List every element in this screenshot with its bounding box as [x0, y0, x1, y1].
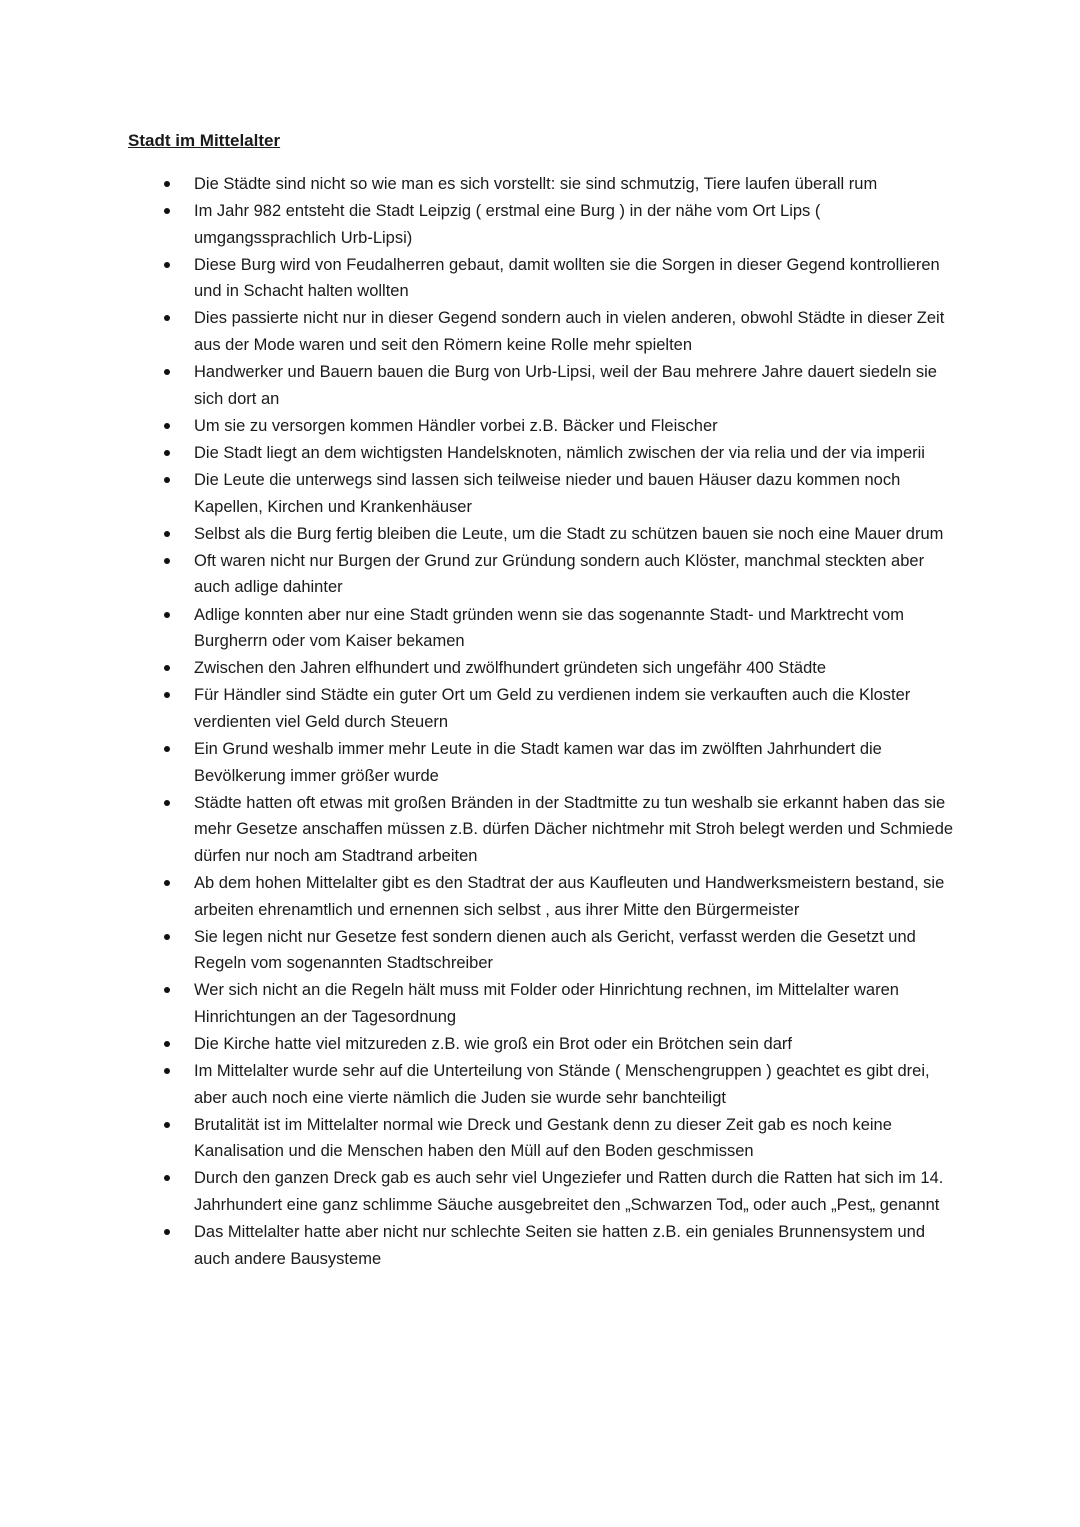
bullet-icon [164, 531, 170, 537]
list-item [160, 1058, 960, 1111]
list-item-text: Selbst als die Burg fertig bleiben die Leute, um die Stadt zu schützen bauen sie noch eine Mauer drum [194, 524, 944, 543]
bullet-icon [164, 477, 170, 483]
list-item [160, 359, 960, 412]
bullet-icon [164, 1122, 170, 1128]
bullet-icon [164, 423, 170, 429]
list-item-text: Adlige konnten aber nur eine Stadt gründen wenn sie das sogenannte Stadt- und Marktrecht vom Burgherrn oder vom Kaiser bekamen [194, 605, 904, 651]
bullet-icon [164, 1229, 170, 1235]
list-item [160, 736, 960, 789]
bullet-icon [164, 558, 170, 564]
list-item [160, 655, 960, 682]
bullet-icon [164, 1041, 170, 1047]
list-item-text: Diese Burg wird von Feudalherren gebaut, damit wollten sie die Sorgen in dieser Gegend kontrollieren und in Schacht halten wollten [194, 255, 940, 301]
list-item-text: Wer sich nicht an die Regeln hält muss mit Folder oder Hinrichtung rechnen, im Mittelalter waren Hinrichtungen an der Tagesordnung [194, 981, 899, 1026]
bullet-icon [164, 800, 170, 806]
list-item [160, 602, 960, 655]
list-item [160, 440, 960, 467]
list-item-text: Dies passierte nicht nur in dieser Gegend sondern auch in vielen anderen, obwohl Städte in dieser Zeit aus der Mode waren und seit den Römern keine Rolle mehr spielten [194, 309, 945, 355]
list-item-text: Für Händler sind Städte ein guter Ort um Geld zu verdienen indem sie verkauften auch die Kloster verdienten viel Geld durch Steuern [194, 686, 911, 731]
list-item-text: Die Kirche hatte viel mitzureden z.B. wie groß ein Brot oder ein Brötchen sein darf [194, 1035, 792, 1053]
bullet-icon [164, 880, 170, 886]
list-item-text: Das Mittelalter hatte aber nicht nur schlechte Seiten sie hatten z.B. ein geniales Brunnensystem und auch andere Bausysteme [194, 1223, 925, 1268]
list-item [160, 1112, 960, 1165]
list-item-text: Zwischen den Jahren elfhundert und zwölfhundert gründeten sich ungefähr 400 Städte [194, 659, 827, 678]
bullet-icon [164, 181, 170, 187]
list-item-text: Durch den ganzen Dreck gab es auch sehr viel Ungeziefer und Ratten durch die Ratten hat sich im 14. Jahrhundert eine ganz schlimme Säuche ausgebreitet den „Schwarzen Tod„ oder auch „Pest„ genannt [194, 1169, 944, 1215]
list-item [160, 467, 960, 520]
list-item [160, 521, 960, 548]
list-item-text: Die Stadt liegt an dem wichtigsten Handelsknoten, nämlich zwischen der via relia und der via imperii [194, 443, 925, 462]
list-item-text: Brutalität ist im Mittelalter normal wie Dreck und Gestank denn zu dieser Zeit gab es noch keine Kanalisation und die Menschen haben den Müll auf den Boden geschmissen [194, 1115, 892, 1161]
bullet-icon [164, 369, 170, 375]
bullet-icon [164, 665, 170, 671]
list-item-text: Ein Grund weshalb immer mehr Leute in die Stadt kamen war das im zwölften Jahrhundert die Bevölkerung immer größer wurde [194, 739, 882, 785]
list-item-text: Die Leute die unterwegs sind lassen sich teilweise nieder und bauen Häuser dazu kommen noch Kapellen, Kirchen und Krankenhäuser [194, 471, 901, 516]
bullet-icon [164, 1175, 170, 1181]
list-item-text: Sie legen nicht nur Gesetze fest sondern dienen auch als Gericht, verfasst werden die Gesetzt und Regeln vom sogenannten Stadtschreiber [194, 927, 916, 973]
list-item-text: Im Jahr 982 entsteht die Stadt Leipzig ( erstmal eine Burg ) in der nähe vom Ort Lips ( umgangssprachlich Urb-Lipsi) [194, 202, 821, 247]
bullet-icon [164, 746, 170, 752]
list-item-text: Städte hatten oft etwas mit großen Bränden in der Stadtmitte zu tun weshalb sie erkannt haben das sie mehr Gesetze anschaffen müssen z.B. dürfen Dächer nichtmehr mit Stroh belegt werden und Schmiede dürfen nur noch am Stadtrand arbeiten [194, 793, 954, 865]
list-item-text: Die Städte sind nicht so wie man es sich vorstellt: sie sind schmutzig, Tiere laufen überall rum [194, 175, 878, 193]
list-item [160, 1219, 960, 1272]
list-item [160, 870, 960, 923]
bullet-icon [164, 987, 170, 993]
bullet-icon [164, 208, 170, 214]
list-item [160, 413, 960, 440]
bullet-icon [164, 315, 170, 321]
list-item [160, 924, 960, 977]
document-title: Stadt im Mittelalter [128, 131, 281, 150]
list-item-text: Oft waren nicht nur Burgen der Grund zur Gründung sondern auch Klöster, manchmal steckten aber auch adlige dahinter [194, 551, 925, 597]
list-item-text: Ab dem hohen Mittelalter gibt es den Stadtrat der aus Kaufleuten und Handwerksmeistern bestand, sie arbeiten ehrenamtlich und ernennen sich selbst , aus ihrer Mitte den Bürgermeister [194, 873, 945, 919]
bullet-icon [164, 1068, 170, 1074]
bullet-icon [164, 262, 170, 268]
bullet-icon [164, 612, 170, 618]
list-item [160, 1031, 960, 1058]
bullet-icon [164, 934, 170, 940]
list-item [160, 682, 960, 735]
bullet-icon [164, 450, 170, 456]
list-item-text: Handwerker und Bauern bauen die Burg von Urb-Lipsi, weil der Bau mehrere Jahre dauert siedeln sie sich dort an [194, 363, 937, 408]
list-item [160, 305, 960, 358]
list-item [160, 171, 960, 198]
list-item [160, 548, 960, 601]
list-item [160, 198, 960, 251]
list-item [160, 790, 960, 870]
bullet-list [160, 171, 960, 1273]
list-item-text: Um sie zu versorgen kommen Händler vorbei z.B. Bäcker und Fleischer [194, 416, 718, 435]
list-item [160, 977, 960, 1030]
bullet-icon [164, 692, 170, 698]
list-item [160, 252, 960, 305]
list-item-text: Im Mittelalter wurde sehr auf die Unterteilung von Stände ( Menschengruppen ) geachtet es gibt drei, aber auch noch eine vierte nämlich die Juden sie wurde sehr banchteiligt [194, 1062, 930, 1107]
list-item [160, 1165, 960, 1218]
